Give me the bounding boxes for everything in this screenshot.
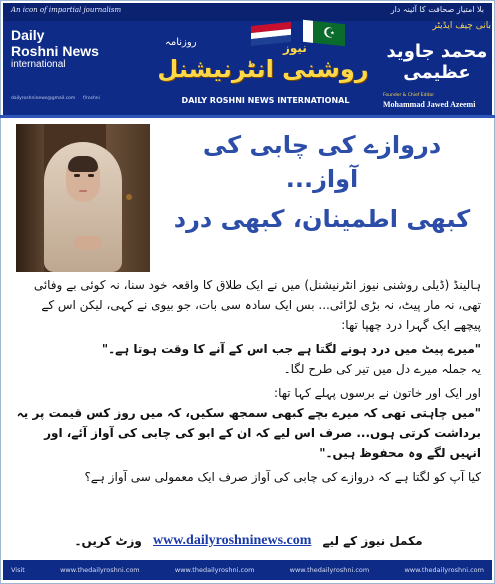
footer-link[interactable]: www.thedailyroshni.com	[60, 566, 140, 574]
tagline-en: An icon of impartial journalism	[11, 6, 122, 14]
pakistan-flag-icon: ☪	[303, 20, 345, 46]
brand-name-en: DAILY ROSHNI NEWS INTERNATIONAL	[181, 96, 350, 105]
footer-visit: Visit	[11, 566, 25, 574]
founder-name-en: Mohammad Jawed Azeemi	[383, 100, 476, 109]
founder-title-en: Founder & Chief Editor	[383, 93, 435, 98]
daily-label-ur: روزنامہ	[165, 37, 197, 48]
visit-prefix: مکمل نیوز کے لیے	[322, 533, 423, 548]
paragraph-second-woman: اور ایک اور خاتون نے برسوں پہلے کہا تھا:	[274, 386, 481, 400]
quote-2: "میں چاہتی تھی کہ میرے بچے کبھی سمجھ سکیں، کہ میں روز کس قیمت پر یہ برداشت کرتی ہوں... صرف اس لیے کہ ان کے ابو کی چابی کی آواز آئے، اور انہیں لگے وہ محفوظ ہیں۔"	[16, 406, 481, 460]
footer-link[interactable]: www.thedailyroshni.com	[404, 566, 484, 574]
footer-link[interactable]: www.thedailyroshni.com	[289, 566, 370, 574]
logo-line-international: international	[11, 59, 66, 70]
paragraph-reaction: یہ جملہ میرے دل میں تیر کی طرح لگا۔	[283, 362, 481, 376]
quote-1: "میرے پیٹ میں درد ہونے لگتا ہے جب اس کے آنے کا وقت ہوتا ہے۔"	[101, 342, 481, 356]
logo-line-roshni-news: Roshni News	[11, 43, 99, 59]
contact-email: dailyroshninews@gmail.com	[11, 96, 76, 101]
article-photo	[16, 124, 150, 272]
tagline-ur: بلا امتیاز صحافت کا آئینہ دار	[390, 5, 484, 14]
masthead	[3, 3, 492, 115]
header-divider	[0, 115, 495, 118]
founder-title-ur: بانی چیف ایڈیٹر	[432, 21, 491, 31]
visit-suffix: وزٹ کریں۔	[74, 533, 142, 548]
article-title: دروازے کی چابی کی آواز...	[202, 131, 442, 193]
paragraph-question: کیا آپ کو لگتا ہے کہ دروازے کی چابی کی آواز صرف ایک معمولی سی آواز ہے؟	[84, 470, 481, 484]
article-body	[16, 275, 481, 487]
article-subtitle: کبھی اطمینان، کبھی درد	[173, 205, 471, 233]
brand-name-ur: روشنی انٹرنیشنل	[157, 55, 369, 83]
paragraph-intro: ہالینڈ (ڈیلی روشنی نیوز انٹرنیشنل) میں نے ایک طلاق کا واقعہ خود سنا، نہ کوئی بے وفائی تھی، نہ مار پیٹ، نہ بڑی لڑائی... بس ایک سادہ سی بات، جو بیوی نے کہی، لیکن اس کے پیچھے ایک گہرا درد چھپا تھا:	[33, 278, 481, 332]
news-label-ur: نیوز	[283, 41, 307, 55]
founder-name-ur: محمد جاوید عظیمی	[386, 41, 488, 83]
website-link[interactable]: www.dailyroshninews.com	[152, 532, 312, 548]
founder-block	[383, 21, 491, 109]
contact-facebook: f/roshni	[83, 96, 100, 101]
footer-bar	[3, 560, 492, 580]
footer-link[interactable]: www.thedailyroshni.com	[174, 566, 255, 574]
logo-english	[11, 27, 123, 71]
visit-line	[16, 530, 481, 552]
logo-line-daily: Daily	[11, 27, 45, 43]
